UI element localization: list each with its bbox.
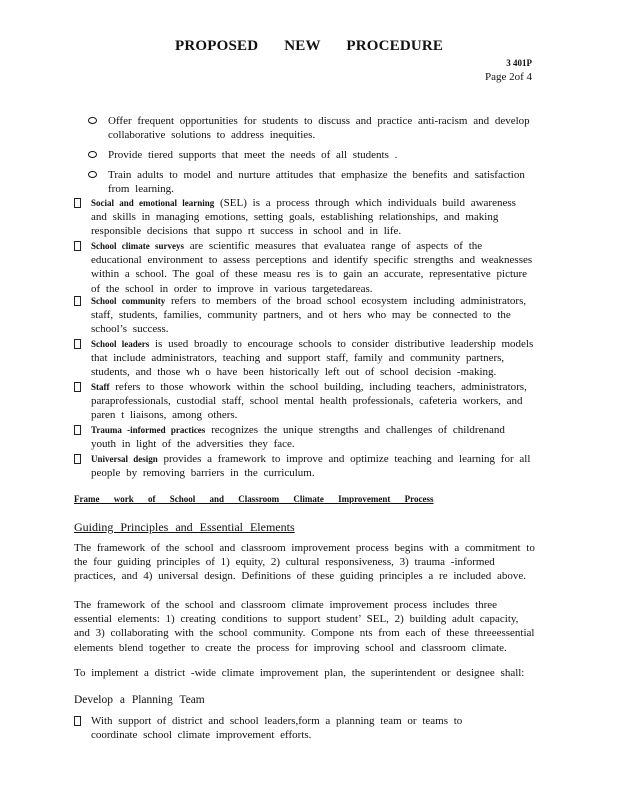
definition-text: are scientific measures that evaluatea range of aspects of the educational environment to assess perceptions and identify specific strengths and weaknesses within a school. The goal of these measu res is to gain an accurate, representative picture of the school in order to improve in various targetedareas. bbox=[91, 240, 533, 295]
guiding-principles-heading: Guiding Principles and Essential Elements bbox=[74, 520, 295, 534]
definition-text: (SEL) is a process through which individuals build awareness and skills in managing emotions, setting goals, establishing relationships, and making responsible decisions that suppo rt success in school and in life. bbox=[91, 197, 516, 238]
square-bullet-icon bbox=[74, 198, 81, 208]
square-bullet-icon bbox=[74, 454, 81, 464]
definition-item bbox=[74, 337, 534, 380]
circle-bullet-icon bbox=[88, 117, 97, 124]
page-number: Page 2of 4 bbox=[484, 71, 532, 83]
definition-text: refers to members of the broad school ecosystem including administrators, staff, students, families, community partners, and ot hers who may be connected to the school’s success. bbox=[91, 295, 527, 336]
definition-text: recognizes the unique strengths and challenges of childrenand youth in light of the adversities they face. bbox=[91, 424, 505, 451]
definition-term: School leaders bbox=[91, 339, 150, 349]
definition-term: Trauma -informed practices bbox=[91, 425, 206, 435]
paragraph-essential-elements: The framework of the school and classroom climate improvement process includes three essential elements: 1) creating conditions to support student’ SEL, 2) building adult capacity, and 3) collaborating with the school community. Compone nts from each of these threeessential elements blend together to create the process for improving school and classroom climate. bbox=[74, 599, 535, 654]
definition-item bbox=[74, 423, 534, 451]
framework-heading: Frame work of School and Classroom Climate Improvement Process bbox=[74, 494, 434, 504]
definition-item bbox=[74, 380, 534, 423]
definition-item bbox=[74, 196, 534, 239]
square-bullet-icon bbox=[74, 339, 81, 349]
definition-item bbox=[74, 452, 534, 480]
document-reference: 3 401P bbox=[506, 58, 532, 68]
square-bullet-icon bbox=[74, 296, 81, 306]
sub-bullet-item: Train adults to model and nurture attitudes that emphasize the benefits and satisfaction from learning. bbox=[88, 168, 533, 196]
square-bullet-icon bbox=[74, 241, 81, 251]
definition-term: School climate surveys bbox=[91, 241, 184, 251]
definition-item bbox=[74, 294, 534, 337]
planning-bullet-item: With support of district and school leaders,form a planning team or teams to coordinate school climate improvement efforts. bbox=[74, 714, 514, 742]
page-title: PROPOSED NEW PROCEDURE bbox=[175, 38, 444, 54]
definition-term: Social and emotional learning bbox=[91, 198, 215, 208]
definition-term: Universal design bbox=[91, 454, 158, 464]
paragraph-guiding-principles: The framework of the school and classroom improvement process begins with a commitment to the four guiding principles of 1) equity, 2) cultural responsiveness, 3) trauma -informed practices, and 4) universal design. Definitions of these guiding principles a re included above. bbox=[74, 542, 535, 583]
circle-bullet-icon bbox=[88, 171, 97, 178]
circle-bullet-icon bbox=[88, 151, 97, 158]
definition-term: School community bbox=[91, 296, 166, 306]
planning-team-heading: Develop a Planning Team bbox=[74, 694, 205, 706]
definition-term: Staff bbox=[91, 382, 110, 392]
sub-bullet-item: Provide tiered supports that meet the needs of all students . bbox=[88, 148, 533, 162]
sub-bullet-item: Offer frequent opportunities for students to discuss and practice anti-racism and develop collaborative solutions to address inequities. bbox=[88, 114, 533, 142]
definition-text: provides a framework to improve and optimize teaching and learning for all people by removing barriers in the curriculum. bbox=[91, 453, 531, 480]
square-bullet-icon bbox=[74, 716, 81, 726]
square-bullet-icon bbox=[74, 382, 81, 392]
definition-text: is used broadly to encourage schools to consider distributive leadership models that include administrators, teaching and support staff, family and community partners, students, and those wh o have been historically left out of school decision -making. bbox=[91, 338, 534, 379]
square-bullet-icon bbox=[74, 425, 81, 435]
definition-text: refers to those whowork within the school building, including teachers, administrators, paraprofessionals, custodial staff, school mental health professionals, cafeteria workers, and paren t liaisons, among others. bbox=[91, 381, 527, 422]
paragraph-implementation: To implement a district -wide climate improvement plan, the superintendent or designee shall: bbox=[74, 667, 525, 679]
definition-item bbox=[74, 239, 534, 296]
